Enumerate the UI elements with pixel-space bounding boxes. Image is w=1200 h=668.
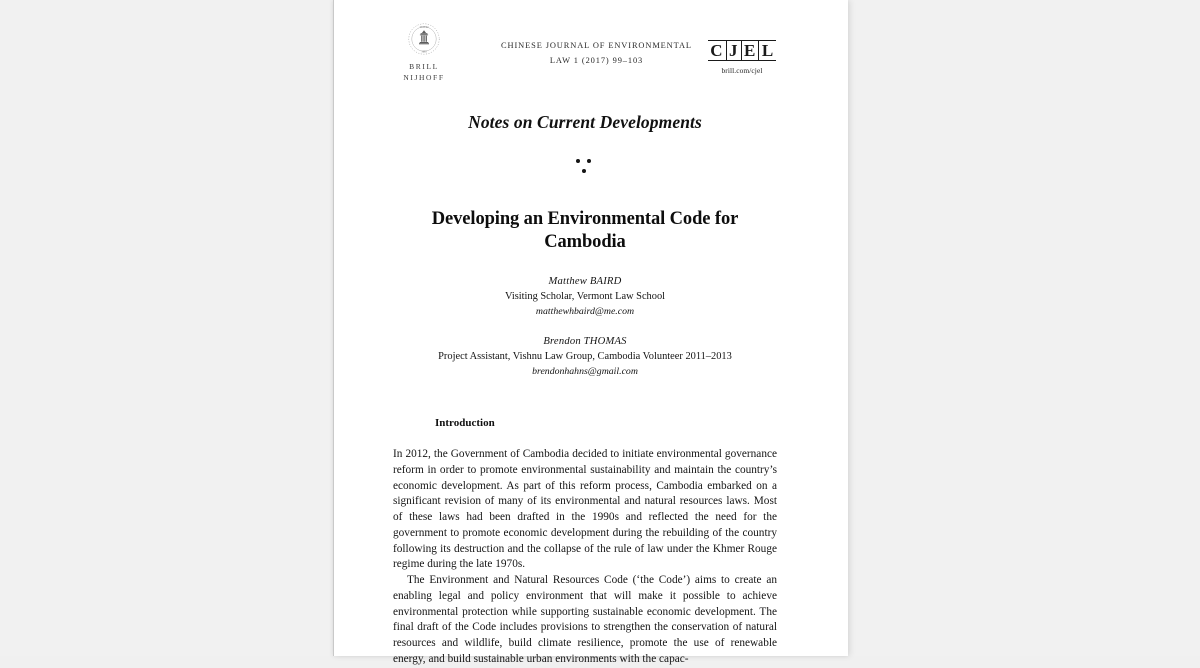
journal-mark [707,40,777,75]
cjel-letter-j: J [726,41,741,60]
document-page [333,0,848,665]
publisher-name-line1: BRILL [409,62,439,71]
author-affiliation: Project Assistant, Vishnu Law Group, Cambodia Volunteer 2011–2013 [438,351,732,362]
body-text [393,447,777,668]
journal-name-line: CHINESE JOURNAL OF ENVIRONMENTAL [501,41,692,50]
section-label: Notes on Current Developments [468,112,702,132]
page-title: Developing an Environmental Code for Cambodia [431,209,739,252]
author-block [393,274,777,379]
publisher-logo [393,22,455,83]
svg-text:TUITIO: TUITIO [419,26,429,30]
author-email[interactable]: brendonhahns@gmail.com [532,366,638,377]
cjel-letter-e: E [741,41,759,60]
journal-volume-line: LAW 1 (2017) 99–103 [549,56,644,65]
cjel-logo [708,40,776,61]
paragraph: In 2012, the Government of Cambodia decided to initiate environmental governance reform in order to promote environmental sustainability and maintain the country’s economic development. As part of this reform process, Cambodia embarked on a significant revision of many of its environmental and natural resources laws. Most of these laws had been drafted in the 1990s and reflected the need for the government to promote economic development during the rebuilding of the country following its destruction and the collapse of the rule of law under the Khmer Rouge regime during the late 1970s. [393,448,777,571]
journal-url[interactable]: brill.com/cjel [721,66,763,75]
author-entry [393,334,777,379]
author-name: Brendon THOMAS [543,336,627,347]
section-heading-introduction: Introduction [435,417,495,429]
masthead [393,0,777,92]
cjel-letter-l: L [758,41,776,60]
paragraph: The Environment and Natural Resources Code (‘the Code’) aims to create an enabling legal and policy environment that will make it possible to achieve environmental protection while supporting sustainable economic development. The final draft of the Code includes provisions to strengthen the conservation of natural resources and wildlife, build climate resilience, promote the use of renewable energy, and build sustainable urban environments with the capac- [393,574,777,665]
author-email[interactable]: matthewhbaird@me.com [535,306,635,317]
cjel-letter-c: C [710,41,724,60]
page-content-column [393,0,777,668]
author-entry [393,274,777,319]
journal-running-head [489,38,704,68]
asterism-ornament-icon [574,159,596,177]
publisher-name-line2: NIJHOFF [403,73,445,82]
author-name: Matthew BAIRD [548,276,622,287]
author-affiliation: Visiting Scholar, Vermont Law School [504,291,666,302]
svg-text:1683: 1683 [421,50,427,54]
brill-seal-icon [407,22,441,56]
